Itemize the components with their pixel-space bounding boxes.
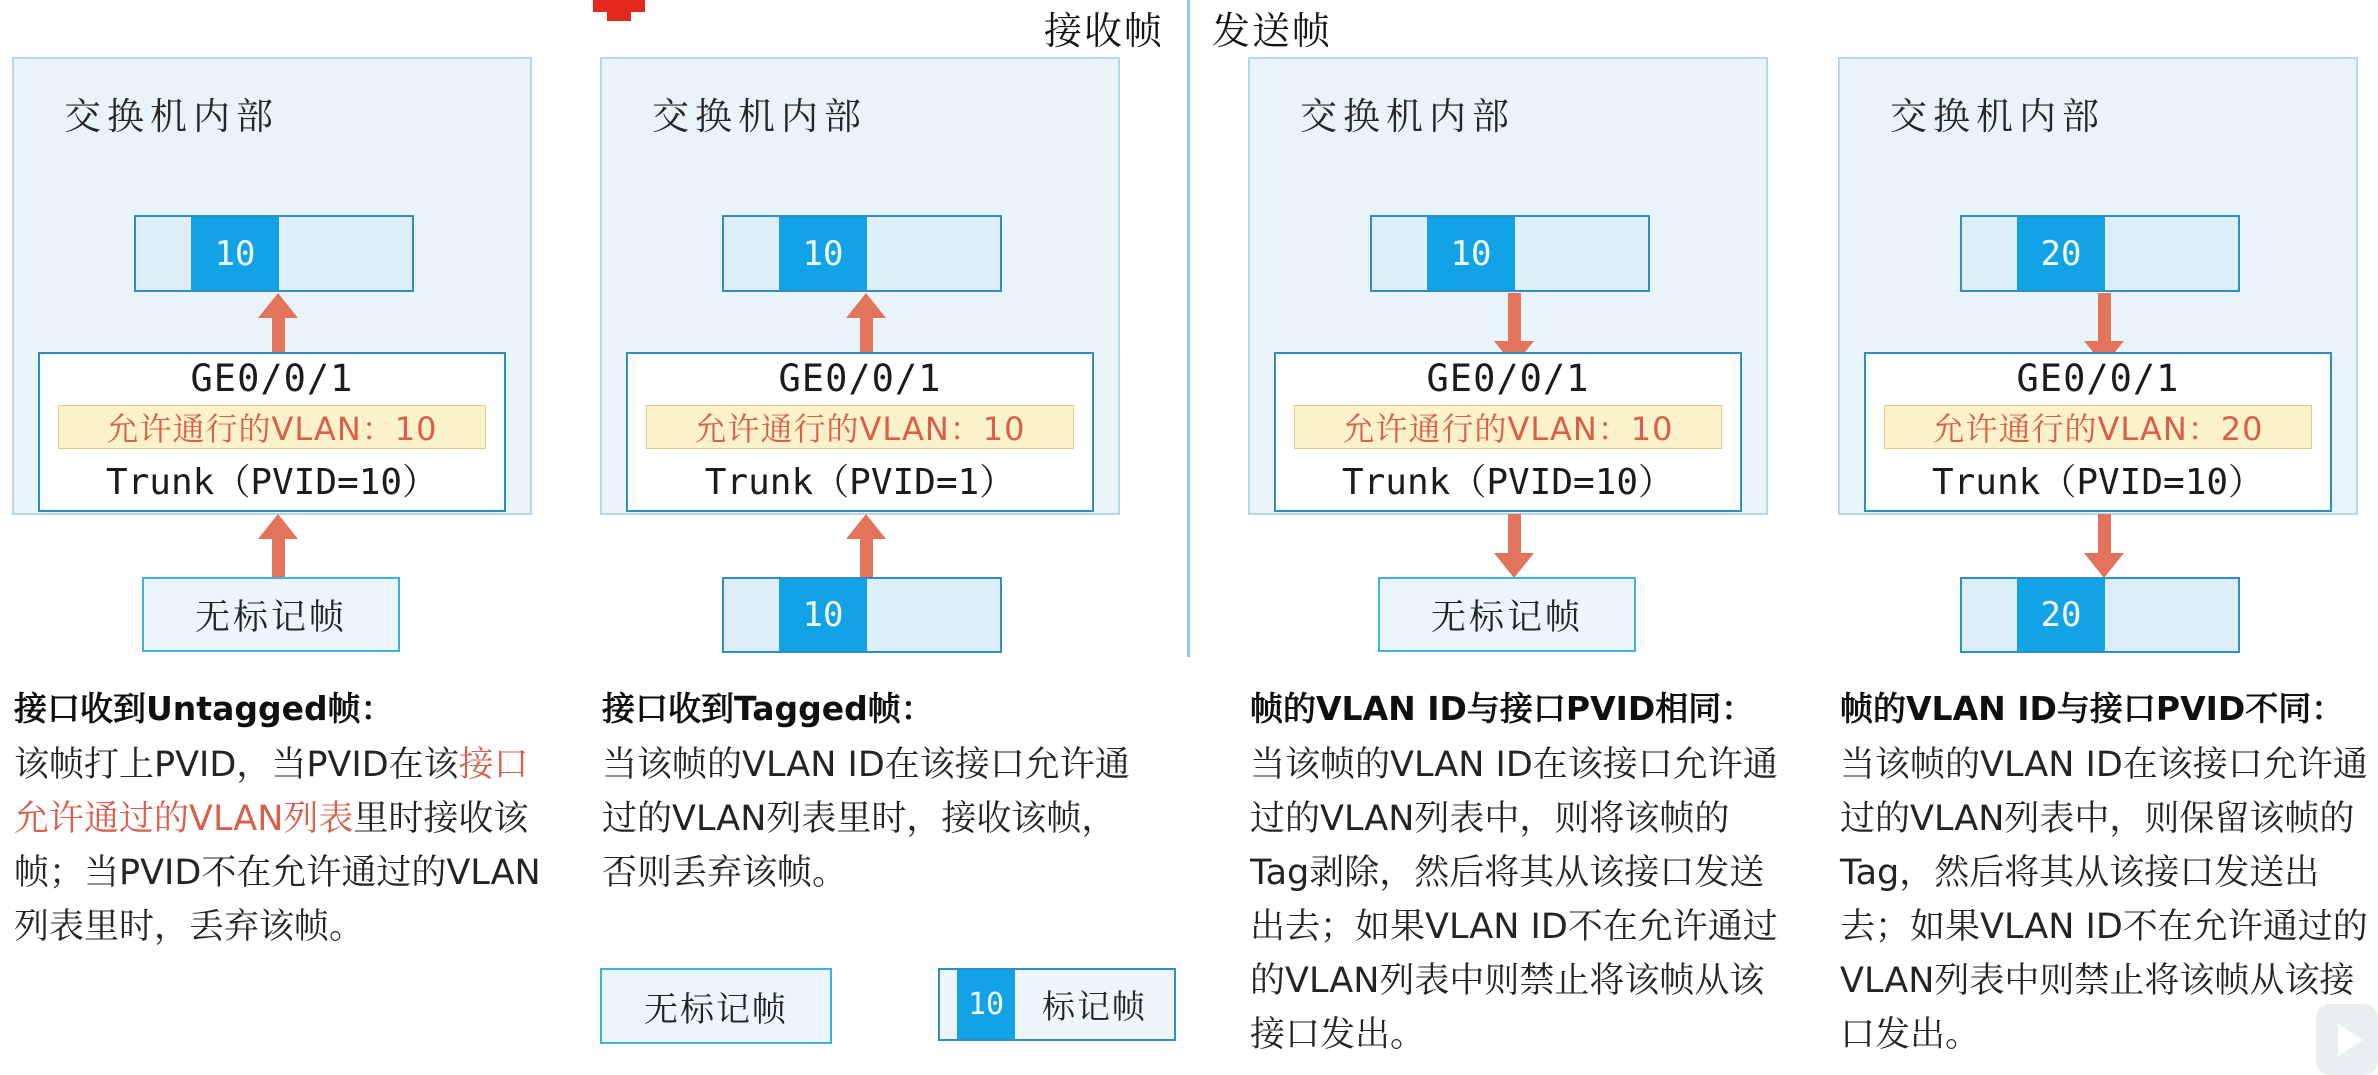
vlan-frame-bar — [134, 215, 414, 292]
port-name: GE0/0/1 — [778, 357, 942, 400]
description-text: 当该帧的VLAN ID在该接口允许通过的VLAN列表中，则将该帧的Tag剥除，然后将其从该接口发送出去；如果VLAN ID不在允许通过的VLAN列表中则禁止将该帧从该接口发出。 — [1250, 745, 1778, 1055]
port-name: GE0/0/1 — [2016, 357, 2180, 400]
panel-description — [1840, 738, 2377, 1062]
arrow-shaft — [1508, 293, 1521, 341]
description-highlight-red: 接口允许通过的VLAN列表 — [14, 745, 529, 839]
vlan-frame-bar — [1960, 215, 2240, 292]
frame-cell-right — [867, 579, 1000, 651]
port-box — [1274, 352, 1742, 512]
untagged-frame-box — [1378, 577, 1636, 652]
play-overlay-button[interactable] — [2316, 1004, 2378, 1075]
switch-internal-label: 交换机内部 — [1300, 95, 1515, 138]
arrow-shaft — [272, 539, 285, 578]
flow-arrow-icon — [845, 514, 887, 578]
play-icon — [2338, 1024, 2363, 1056]
allowed-vlan-banner: 允许通行的VLAN：10 — [646, 405, 1074, 449]
frame-vlan-tag: 10 — [1427, 217, 1515, 290]
frame-cell-left — [1962, 217, 2017, 290]
allowed-vlan-banner: 允许通行的VLAN：20 — [1884, 405, 2312, 449]
switch-internal-label: 交换机内部 — [1890, 95, 2105, 138]
frame-cell-right — [1515, 217, 1648, 290]
arrow-head — [258, 514, 298, 539]
arrow-head — [258, 293, 298, 318]
receive-frame-heading: 接收帧 — [1043, 9, 1164, 53]
frame-cell-left — [1372, 217, 1427, 290]
panel-title: 帧的VLAN ID与接口PVID不同： — [1840, 689, 2345, 728]
description-text: 该帧打上PVID，当PVID在该 — [14, 745, 459, 785]
frame-cell-right — [2105, 579, 2238, 651]
port-name: GE0/0/1 — [1426, 357, 1590, 400]
panel-description — [1250, 738, 1787, 1062]
tagged-frame-bar — [1960, 577, 2240, 653]
panel-description — [14, 738, 551, 954]
legend-tagged-pad-cell — [940, 970, 957, 1039]
legend-tagged-label: 标记帧 — [1042, 987, 1147, 1026]
trunk-pvid-label: Trunk（PVID=10） — [105, 462, 439, 503]
arrow-shaft — [2098, 514, 2111, 553]
legend-tagged-frame-box — [938, 968, 1176, 1041]
arrow-shaft — [1508, 514, 1521, 553]
allowed-vlan-banner: 允许通行的VLAN：10 — [58, 405, 486, 449]
vlan-frame-bar — [722, 215, 1002, 292]
frame-vlan-tag: 20 — [2017, 579, 2105, 651]
port-box — [626, 352, 1094, 512]
legend-tagged-vlan-tag: 10 — [957, 970, 1015, 1039]
switch-internal-label: 交换机内部 — [64, 95, 279, 138]
frame-cell-left — [724, 579, 779, 651]
panel-title: 接口收到Tagged帧： — [602, 689, 934, 728]
trunk-pvid-label: Trunk（PVID=1） — [704, 462, 1016, 503]
trunk-pvid-label: Trunk（PVID=10） — [1341, 462, 1675, 503]
panel-title: 帧的VLAN ID与接口PVID相同： — [1250, 689, 1755, 728]
frame-cell-right — [867, 217, 1000, 290]
frame-cell-right — [279, 217, 412, 290]
trunk-port-panel — [1838, 0, 2378, 1075]
flow-arrow-icon — [2083, 514, 2125, 578]
frame-cell-left — [724, 217, 779, 290]
legend-untagged-label: 无标记帧 — [644, 989, 788, 1030]
arrow-head — [1494, 553, 1534, 578]
trunk-port-panel — [600, 0, 1145, 1075]
flow-arrow-icon — [257, 514, 299, 578]
port-box — [38, 352, 506, 512]
trunk-port-panel — [12, 0, 557, 1075]
frame-cell-right — [2105, 217, 2238, 290]
description-text: 当该帧的VLAN ID在该接口允许通过的VLAN列表里时，接收该帧，否则丢弃该帧。 — [602, 745, 1130, 893]
frame-vlan-tag: 10 — [779, 579, 867, 651]
send-frame-heading: 发送帧 — [1212, 9, 1333, 53]
untagged-frame-label: 无标记帧 — [194, 597, 347, 638]
arrow-head — [846, 514, 886, 539]
arrow-shaft — [2098, 293, 2111, 341]
port-name: GE0/0/1 — [190, 357, 354, 400]
switch-internal-label: 交换机内部 — [652, 95, 867, 138]
frame-vlan-tag: 20 — [2017, 217, 2105, 290]
flow-arrow-icon — [1493, 514, 1535, 578]
untagged-frame-box — [142, 577, 400, 652]
port-box — [1864, 352, 2332, 512]
frame-cell-left — [1962, 579, 2017, 651]
description-text: 当该帧的VLAN ID在该接口允许通过的VLAN列表中，则保留该帧的Tag，然后将其从该接口发送出去；如果VLAN ID不在允许通过的VLAN列表中则禁止将该帧从该接口发出。 — [1840, 745, 2368, 1055]
untagged-frame-label: 无标记帧 — [1430, 597, 1583, 638]
frame-vlan-tag: 10 — [191, 217, 279, 290]
description-text: 里时接收该帧；当PVID不在允许通过的VLAN列表里时，丢弃该帧。 — [14, 799, 541, 947]
allowed-vlan-banner: 允许通行的VLAN：10 — [1294, 405, 1722, 449]
arrow-head — [2084, 553, 2124, 578]
vlan-frame-bar — [1370, 215, 1650, 292]
legend-untagged-frame-box — [600, 968, 832, 1044]
section-divider — [1187, 0, 1190, 657]
frame-vlan-tag: 10 — [779, 217, 867, 290]
panel-description — [602, 738, 1139, 900]
trunk-pvid-label: Trunk（PVID=10） — [1931, 462, 2265, 503]
arrow-head — [846, 293, 886, 318]
arrow-shaft — [860, 539, 873, 578]
frame-cell-left — [136, 217, 191, 290]
panel-title: 接口收到Untagged帧： — [14, 689, 394, 728]
tagged-frame-bar — [722, 577, 1002, 653]
trunk-port-panel — [1248, 0, 1793, 1075]
